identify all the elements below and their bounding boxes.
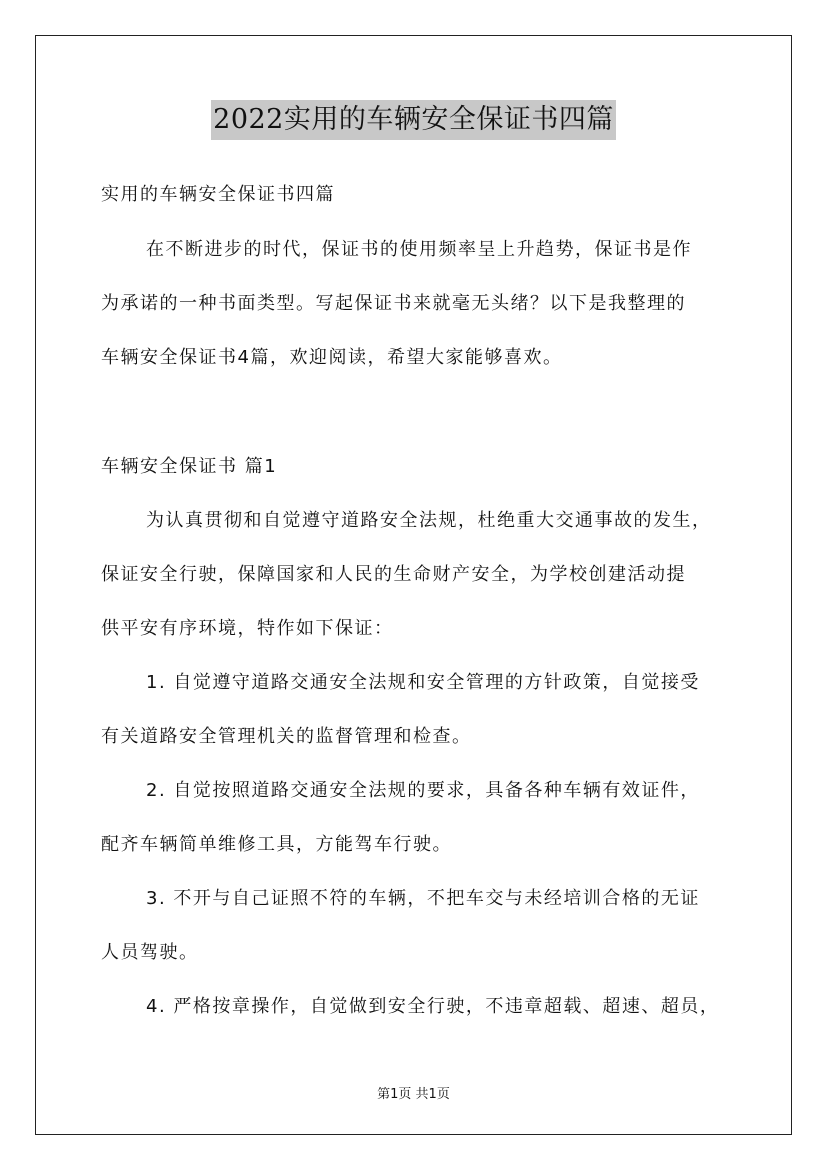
body-line: 保证安全行驶，保障国家和人民的生命财产安全，为学校创建活动提: [101, 564, 686, 585]
body-line: 4. 严格按章操作，自觉做到安全行驶，不违章超载、超速、超员，: [146, 996, 720, 1017]
body-line: 2. 自觉按照道路交通安全法规的要求，具备各种车辆有效证件，: [146, 780, 700, 801]
intro-line: 在不断进步的时代，保证书的使用频率呈上升趋势，保证书是作: [146, 239, 692, 260]
body-line: 3. 不开与自己证照不符的车辆，不把车交与未经培训合格的无证: [146, 888, 700, 909]
body-line: 1. 自觉遵守道路交通安全法规和安全管理的方针政策，自觉接受: [146, 672, 700, 693]
body-line: 人员驾驶。: [101, 942, 199, 963]
body-line: 有关道路安全管理机关的监督管理和检查。: [101, 726, 472, 747]
title-container: [0, 100, 827, 140]
intro-line: 为承诺的一种书面类型。写起保证书来就毫无头绪？以下是我整理的: [101, 293, 686, 314]
body-line: 为认真贯彻和自觉遵守道路安全法规，杜绝重大交通事故的发生，: [146, 510, 712, 531]
section-heading: 车辆安全保证书 篇1: [101, 456, 278, 477]
body-line: 供平安有序环境，特作如下保证：: [101, 618, 394, 639]
intro-line: 车辆安全保证书4篇，欢迎阅读，希望大家能够喜欢。: [101, 347, 563, 368]
page-footer: 第1页 共1页: [377, 1087, 450, 1102]
document-title: 2022实用的车辆安全保证书四篇: [211, 100, 616, 140]
subtitle: 实用的车辆安全保证书四篇: [101, 184, 335, 205]
body-line: 配齐车辆简单维修工具，方能驾车行驶。: [101, 834, 452, 855]
